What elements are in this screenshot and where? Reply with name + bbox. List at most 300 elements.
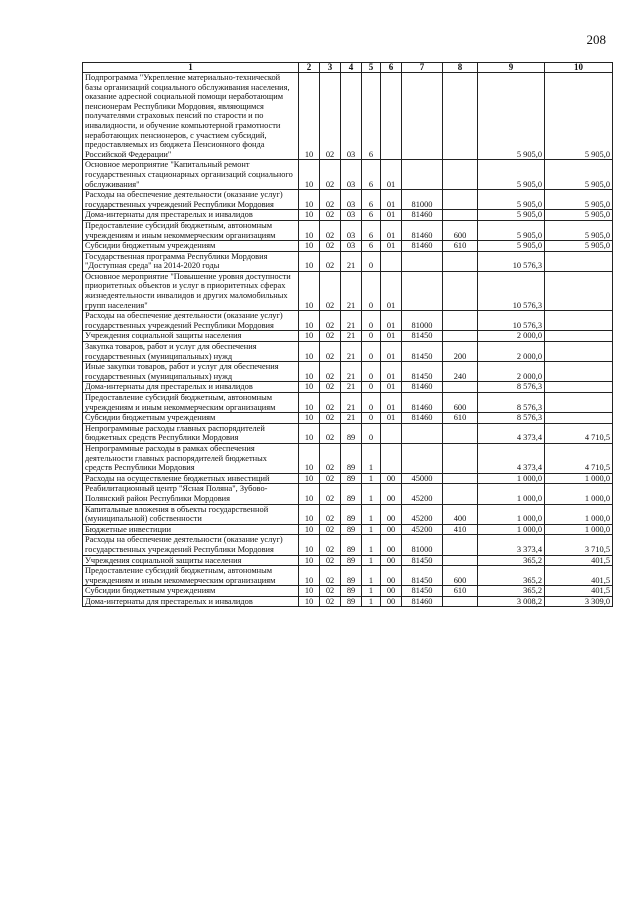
table-row <box>83 342 613 362</box>
code-cell-c8 <box>443 271 478 310</box>
amount-cell-c9: 1 000,0 <box>478 484 545 504</box>
code-cell-c5: 1 <box>362 555 381 566</box>
code-cell-c6: 01 <box>381 413 402 424</box>
code-cell-c4: 21 <box>341 362 362 382</box>
code-cell-c7 <box>402 271 443 310</box>
code-cell-c7: 81450 <box>402 555 443 566</box>
row-name-cell: Субсидии бюджетным учреждениям <box>83 241 299 252</box>
code-cell-c5: 1 <box>362 586 381 597</box>
code-cell-c3: 02 <box>320 443 341 473</box>
code-cell-c8 <box>443 484 478 504</box>
code-cell-c4: 03 <box>341 210 362 221</box>
row-name-cell: Расходы на обеспечение деятельности (оказание услуг) государственных учреждений Республики Мордовия <box>83 190 299 210</box>
amount-cell-c10: 5 905,0 <box>545 160 613 190</box>
row-name-cell: Учреждения социальной защиты населения <box>83 331 299 342</box>
code-cell-c4: 89 <box>341 473 362 484</box>
amount-cell-c10: 5 905,0 <box>545 220 613 240</box>
amount-cell-c9: 365,2 <box>478 566 545 586</box>
amount-cell-c10 <box>545 393 613 413</box>
table-row <box>83 190 613 210</box>
code-cell-c2: 10 <box>299 413 320 424</box>
code-cell-c4: 03 <box>341 190 362 210</box>
code-cell-c5: 6 <box>362 220 381 240</box>
amount-cell-c10: 1 000,0 <box>545 504 613 524</box>
amount-cell-c10 <box>545 362 613 382</box>
code-cell-c7: 81460 <box>402 241 443 252</box>
column-header: 9 <box>478 63 545 73</box>
code-cell-c5: 0 <box>362 413 381 424</box>
code-cell-c5: 1 <box>362 596 381 607</box>
code-cell-c3: 02 <box>320 311 341 331</box>
code-cell-c4: 89 <box>341 504 362 524</box>
amount-cell-c10: 4 710,5 <box>545 423 613 443</box>
code-cell-c7: 81450 <box>402 566 443 586</box>
code-cell-c6: 01 <box>381 210 402 221</box>
code-cell-c6: 00 <box>381 524 402 535</box>
code-cell-c7: 45200 <box>402 484 443 504</box>
code-cell-c6: 01 <box>381 190 402 210</box>
code-cell-c7 <box>402 251 443 271</box>
amount-cell-c10: 5 905,0 <box>545 73 613 160</box>
code-cell-c3: 02 <box>320 220 341 240</box>
column-header: 4 <box>341 63 362 73</box>
code-cell-c8 <box>443 311 478 331</box>
code-cell-c5: 0 <box>362 342 381 362</box>
table-row <box>83 393 613 413</box>
code-cell-c6 <box>381 251 402 271</box>
code-cell-c3: 02 <box>320 210 341 221</box>
code-cell-c3: 02 <box>320 251 341 271</box>
code-cell-c6 <box>381 423 402 443</box>
code-cell-c8 <box>443 535 478 555</box>
code-cell-c5: 6 <box>362 160 381 190</box>
code-cell-c8: 410 <box>443 524 478 535</box>
code-cell-c5: 0 <box>362 382 381 393</box>
code-cell-c3: 02 <box>320 586 341 597</box>
code-cell-c8 <box>443 160 478 190</box>
row-name-cell: Государственная программа Республики Мордовия "Доступная среда" на 2014-2020 годы <box>83 251 299 271</box>
code-cell-c7: 81450 <box>402 342 443 362</box>
table-row <box>83 311 613 331</box>
amount-cell-c9: 2 000,0 <box>478 362 545 382</box>
code-cell-c4: 89 <box>341 535 362 555</box>
row-name-cell: Предоставление субсидий бюджетным, автономным учреждениям и иным некоммерческим организациям <box>83 393 299 413</box>
code-cell-c7: 81000 <box>402 190 443 210</box>
code-cell-c2: 10 <box>299 535 320 555</box>
code-cell-c2: 10 <box>299 251 320 271</box>
code-cell-c6: 01 <box>381 160 402 190</box>
amount-cell-c9: 365,2 <box>478 555 545 566</box>
code-cell-c5: 0 <box>362 311 381 331</box>
amount-cell-c9: 3 373,4 <box>478 535 545 555</box>
code-cell-c4: 21 <box>341 311 362 331</box>
code-cell-c2: 10 <box>299 73 320 160</box>
row-name-cell: Предоставление субсидий бюджетным, автономным учреждениям и иным некоммерческим организациям <box>83 566 299 586</box>
code-cell-c8 <box>443 190 478 210</box>
code-cell-c5: 6 <box>362 241 381 252</box>
code-cell-c5: 0 <box>362 331 381 342</box>
row-name-cell: Капитальные вложения в объекты государственной (муниципальной) собственности <box>83 504 299 524</box>
code-cell-c2: 10 <box>299 443 320 473</box>
code-cell-c8 <box>443 596 478 607</box>
amount-cell-c9: 1 000,0 <box>478 504 545 524</box>
code-cell-c7: 81460 <box>402 220 443 240</box>
table-row <box>83 73 613 160</box>
amount-cell-c9: 8 576,3 <box>478 413 545 424</box>
amount-cell-c10: 5 905,0 <box>545 241 613 252</box>
amount-cell-c10 <box>545 331 613 342</box>
amount-cell-c9: 1 000,0 <box>478 473 545 484</box>
table-row <box>83 504 613 524</box>
row-name-cell: Основное мероприятие "Повышение уровня доступности приоритетных объектов и услуг в приоритетных сферах жизнедеятельности инвалидов и других маломобильных групп населения" <box>83 271 299 310</box>
code-cell-c3: 02 <box>320 596 341 607</box>
amount-cell-c10: 401,5 <box>545 566 613 586</box>
code-cell-c5: 6 <box>362 210 381 221</box>
code-cell-c7 <box>402 160 443 190</box>
table-row <box>83 555 613 566</box>
table-row <box>83 251 613 271</box>
column-header: 7 <box>402 63 443 73</box>
table-row <box>83 586 613 597</box>
code-cell-c8 <box>443 331 478 342</box>
code-cell-c3: 02 <box>320 241 341 252</box>
code-cell-c4: 89 <box>341 423 362 443</box>
code-cell-c3: 02 <box>320 504 341 524</box>
code-cell-c7: 45000 <box>402 473 443 484</box>
code-cell-c6: 00 <box>381 473 402 484</box>
amount-cell-c9: 5 905,0 <box>478 190 545 210</box>
row-name-cell: Реабилитационный центр "Ясная Поляна", Зубово-Полянский район Республики Мордовия <box>83 484 299 504</box>
code-cell-c6: 01 <box>381 311 402 331</box>
code-cell-c6: 00 <box>381 596 402 607</box>
code-cell-c2: 10 <box>299 311 320 331</box>
code-cell-c5: 1 <box>362 566 381 586</box>
code-cell-c2: 10 <box>299 271 320 310</box>
table-header-row <box>83 63 613 73</box>
code-cell-c8 <box>443 251 478 271</box>
code-cell-c7: 81460 <box>402 382 443 393</box>
code-cell-c5: 1 <box>362 524 381 535</box>
table-row <box>83 210 613 221</box>
code-cell-c5: 6 <box>362 73 381 160</box>
row-name-cell: Дома-интернаты для престарелых и инвалидов <box>83 210 299 221</box>
code-cell-c4: 03 <box>341 73 362 160</box>
code-cell-c3: 02 <box>320 484 341 504</box>
row-name-cell: Непрограммные расходы главных распорядителей бюджетных средств Республики Мордовия <box>83 423 299 443</box>
amount-cell-c10: 1 000,0 <box>545 473 613 484</box>
code-cell-c3: 02 <box>320 160 341 190</box>
code-cell-c2: 10 <box>299 331 320 342</box>
code-cell-c2: 10 <box>299 160 320 190</box>
column-header: 10 <box>545 63 613 73</box>
row-name-cell: Закупка товаров, работ и услуг для обеспечения государственных (муниципальных) нужд <box>83 342 299 362</box>
row-name-cell: Непрограммные расходы в рамках обеспечения деятельности главных распорядителей бюджетных средств Республики Мордовия <box>83 443 299 473</box>
amount-cell-c10: 1 000,0 <box>545 484 613 504</box>
code-cell-c8: 610 <box>443 241 478 252</box>
amount-cell-c9: 8 576,3 <box>478 382 545 393</box>
amount-cell-c9: 5 905,0 <box>478 210 545 221</box>
column-header: 1 <box>83 63 299 73</box>
amount-cell-c10: 3 710,5 <box>545 535 613 555</box>
code-cell-c3: 02 <box>320 362 341 382</box>
code-cell-c4: 21 <box>341 331 362 342</box>
code-cell-c5: 1 <box>362 504 381 524</box>
amount-cell-c10 <box>545 382 613 393</box>
code-cell-c7: 81460 <box>402 413 443 424</box>
code-cell-c3: 02 <box>320 524 341 535</box>
amount-cell-c10: 3 309,0 <box>545 596 613 607</box>
amount-cell-c10: 5 905,0 <box>545 190 613 210</box>
column-header: 5 <box>362 63 381 73</box>
code-cell-c5: 1 <box>362 484 381 504</box>
code-cell-c4: 03 <box>341 160 362 190</box>
code-cell-c7: 81460 <box>402 596 443 607</box>
code-cell-c6: 01 <box>381 220 402 240</box>
code-cell-c3: 02 <box>320 555 341 566</box>
amount-cell-c10: 1 000,0 <box>545 524 613 535</box>
code-cell-c4: 89 <box>341 555 362 566</box>
column-header: 2 <box>299 63 320 73</box>
code-cell-c6: 01 <box>381 393 402 413</box>
code-cell-c6: 01 <box>381 382 402 393</box>
code-cell-c7 <box>402 423 443 443</box>
code-cell-c6: 01 <box>381 342 402 362</box>
code-cell-c8: 400 <box>443 504 478 524</box>
code-cell-c3: 02 <box>320 535 341 555</box>
code-cell-c8: 610 <box>443 413 478 424</box>
code-cell-c8 <box>443 473 478 484</box>
row-name-cell: Бюджетные инвестиции <box>83 524 299 535</box>
row-name-cell: Субсидии бюджетным учреждениям <box>83 586 299 597</box>
table-row <box>83 241 613 252</box>
code-cell-c7: 45200 <box>402 524 443 535</box>
table-row <box>83 271 613 310</box>
code-cell-c3: 02 <box>320 73 341 160</box>
amount-cell-c9: 5 905,0 <box>478 73 545 160</box>
code-cell-c8: 610 <box>443 586 478 597</box>
code-cell-c2: 10 <box>299 566 320 586</box>
amount-cell-c9: 4 373,4 <box>478 423 545 443</box>
code-cell-c4: 21 <box>341 251 362 271</box>
table-row <box>83 413 613 424</box>
code-cell-c6: 00 <box>381 504 402 524</box>
table-row <box>83 524 613 535</box>
row-name-cell: Учреждения социальной защиты населения <box>83 555 299 566</box>
code-cell-c2: 10 <box>299 504 320 524</box>
code-cell-c8 <box>443 382 478 393</box>
code-cell-c2: 10 <box>299 524 320 535</box>
code-cell-c3: 02 <box>320 190 341 210</box>
code-cell-c5: 1 <box>362 443 381 473</box>
row-name-cell: Дома-интернаты для престарелых и инвалидов <box>83 596 299 607</box>
table-row <box>83 484 613 504</box>
code-cell-c4: 89 <box>341 484 362 504</box>
row-name-cell: Субсидии бюджетным учреждениям <box>83 413 299 424</box>
code-cell-c3: 02 <box>320 271 341 310</box>
budget-table <box>82 62 613 607</box>
code-cell-c6 <box>381 443 402 473</box>
code-cell-c7: 45200 <box>402 504 443 524</box>
column-header: 6 <box>381 63 402 73</box>
code-cell-c4: 21 <box>341 393 362 413</box>
code-cell-c7 <box>402 73 443 160</box>
row-name-cell: Дома-интернаты для престарелых и инвалидов <box>83 382 299 393</box>
amount-cell-c10 <box>545 413 613 424</box>
code-cell-c4: 21 <box>341 413 362 424</box>
code-cell-c8: 600 <box>443 566 478 586</box>
code-cell-c7: 81450 <box>402 331 443 342</box>
code-cell-c6: 00 <box>381 566 402 586</box>
code-cell-c4: 89 <box>341 586 362 597</box>
code-cell-c2: 10 <box>299 220 320 240</box>
table-row <box>83 220 613 240</box>
amount-cell-c9: 2 000,0 <box>478 331 545 342</box>
amount-cell-c9: 365,2 <box>478 586 545 597</box>
code-cell-c8: 200 <box>443 342 478 362</box>
amount-cell-c9: 8 576,3 <box>478 393 545 413</box>
code-cell-c8 <box>443 443 478 473</box>
code-cell-c6: 00 <box>381 586 402 597</box>
code-cell-c7: 81450 <box>402 362 443 382</box>
code-cell-c4: 21 <box>341 342 362 362</box>
code-cell-c3: 02 <box>320 382 341 393</box>
table-row <box>83 566 613 586</box>
code-cell-c4: 03 <box>341 220 362 240</box>
code-cell-c6: 01 <box>381 271 402 310</box>
code-cell-c3: 02 <box>320 566 341 586</box>
code-cell-c8 <box>443 210 478 221</box>
row-name-cell: Основное мероприятие "Капитальный ремонт государственных стационарных организаций социального обслуживания" <box>83 160 299 190</box>
row-name-cell: Подпрограмма "Укрепление материально-технической базы организаций социального обслуживания населения, оказание адресной социальной помощи неработающим пенсионерам Республики Мордовия, являющимся получателями страховых пенсий по старости и по инвалидности, и обучение компьютерной грамотности неработающих пенсионеров, с участием субсидий, предоставляемых из бюджета Пенсионного фонда Российской Федерации" <box>83 73 299 160</box>
amount-cell-c10 <box>545 342 613 362</box>
code-cell-c6: 01 <box>381 241 402 252</box>
amount-cell-c10: 5 905,0 <box>545 210 613 221</box>
code-cell-c7: 81000 <box>402 311 443 331</box>
code-cell-c4: 21 <box>341 382 362 393</box>
code-cell-c8: 240 <box>443 362 478 382</box>
code-cell-c2: 10 <box>299 342 320 362</box>
amount-cell-c9: 10 576,3 <box>478 251 545 271</box>
code-cell-c3: 02 <box>320 342 341 362</box>
code-cell-c6: 01 <box>381 331 402 342</box>
code-cell-c8: 600 <box>443 393 478 413</box>
code-cell-c3: 02 <box>320 473 341 484</box>
table-row <box>83 535 613 555</box>
row-name-cell: Предоставление субсидий бюджетным, автономным учреждениям и иным некоммерческим организациям <box>83 220 299 240</box>
code-cell-c5: 0 <box>362 393 381 413</box>
code-cell-c4: 03 <box>341 241 362 252</box>
code-cell-c6 <box>381 73 402 160</box>
row-name-cell: Расходы на осуществление бюджетных инвестиций <box>83 473 299 484</box>
amount-cell-c9: 1 000,0 <box>478 524 545 535</box>
code-cell-c3: 02 <box>320 393 341 413</box>
code-cell-c2: 10 <box>299 382 320 393</box>
table-row <box>83 443 613 473</box>
table-row <box>83 382 613 393</box>
amount-cell-c9: 3 008,2 <box>478 596 545 607</box>
table-row <box>83 596 613 607</box>
code-cell-c8 <box>443 555 478 566</box>
code-cell-c5: 1 <box>362 473 381 484</box>
table-row <box>83 362 613 382</box>
table-row <box>83 160 613 190</box>
table-row <box>83 473 613 484</box>
code-cell-c2: 10 <box>299 241 320 252</box>
code-cell-c2: 10 <box>299 423 320 443</box>
code-cell-c2: 10 <box>299 586 320 597</box>
code-cell-c3: 02 <box>320 423 341 443</box>
amount-cell-c9: 2 000,0 <box>478 342 545 362</box>
code-cell-c4: 89 <box>341 566 362 586</box>
amount-cell-c9: 5 905,0 <box>478 241 545 252</box>
code-cell-c8 <box>443 73 478 160</box>
code-cell-c2: 10 <box>299 555 320 566</box>
amount-cell-c9: 4 373,4 <box>478 443 545 473</box>
code-cell-c5: 1 <box>362 535 381 555</box>
code-cell-c7: 81460 <box>402 210 443 221</box>
amount-cell-c9: 10 576,3 <box>478 311 545 331</box>
code-cell-c6: 00 <box>381 484 402 504</box>
code-cell-c2: 10 <box>299 210 320 221</box>
code-cell-c5: 0 <box>362 271 381 310</box>
amount-cell-c10: 4 710,5 <box>545 443 613 473</box>
code-cell-c6: 01 <box>381 362 402 382</box>
column-header: 8 <box>443 63 478 73</box>
code-cell-c4: 89 <box>341 443 362 473</box>
code-cell-c2: 10 <box>299 596 320 607</box>
amount-cell-c9: 10 576,3 <box>478 271 545 310</box>
table-body <box>83 73 613 607</box>
code-cell-c7 <box>402 443 443 473</box>
code-cell-c5: 0 <box>362 423 381 443</box>
code-cell-c3: 02 <box>320 331 341 342</box>
code-cell-c4: 89 <box>341 596 362 607</box>
page-number: 208 <box>586 32 606 47</box>
code-cell-c5: 0 <box>362 251 381 271</box>
code-cell-c2: 10 <box>299 473 320 484</box>
code-cell-c5: 6 <box>362 190 381 210</box>
row-name-cell: Расходы на обеспечение деятельности (оказание услуг) государственных учреждений Республики Мордовия <box>83 535 299 555</box>
code-cell-c6: 00 <box>381 535 402 555</box>
code-cell-c2: 10 <box>299 190 320 210</box>
amount-cell-c9: 5 905,0 <box>478 160 545 190</box>
amount-cell-c10 <box>545 251 613 271</box>
code-cell-c2: 10 <box>299 484 320 504</box>
table-row <box>83 423 613 443</box>
code-cell-c4: 89 <box>341 524 362 535</box>
row-name-cell: Иные закупки товаров, работ и услуг для обеспечения государственных (муниципальных) нужд <box>83 362 299 382</box>
amount-cell-c10 <box>545 311 613 331</box>
code-cell-c8 <box>443 423 478 443</box>
amount-cell-c10: 401,5 <box>545 555 613 566</box>
code-cell-c2: 10 <box>299 393 320 413</box>
code-cell-c8: 600 <box>443 220 478 240</box>
amount-cell-c10: 401,5 <box>545 586 613 597</box>
code-cell-c3: 02 <box>320 413 341 424</box>
code-cell-c7: 81460 <box>402 393 443 413</box>
code-cell-c5: 0 <box>362 362 381 382</box>
amount-cell-c9: 5 905,0 <box>478 220 545 240</box>
code-cell-c7: 81000 <box>402 535 443 555</box>
table-row <box>83 331 613 342</box>
amount-cell-c10 <box>545 271 613 310</box>
code-cell-c4: 21 <box>341 271 362 310</box>
column-header: 3 <box>320 63 341 73</box>
row-name-cell: Расходы на обеспечение деятельности (оказание услуг) государственных учреждений Республики Мордовия <box>83 311 299 331</box>
code-cell-c2: 10 <box>299 362 320 382</box>
code-cell-c7: 81450 <box>402 586 443 597</box>
code-cell-c6: 00 <box>381 555 402 566</box>
